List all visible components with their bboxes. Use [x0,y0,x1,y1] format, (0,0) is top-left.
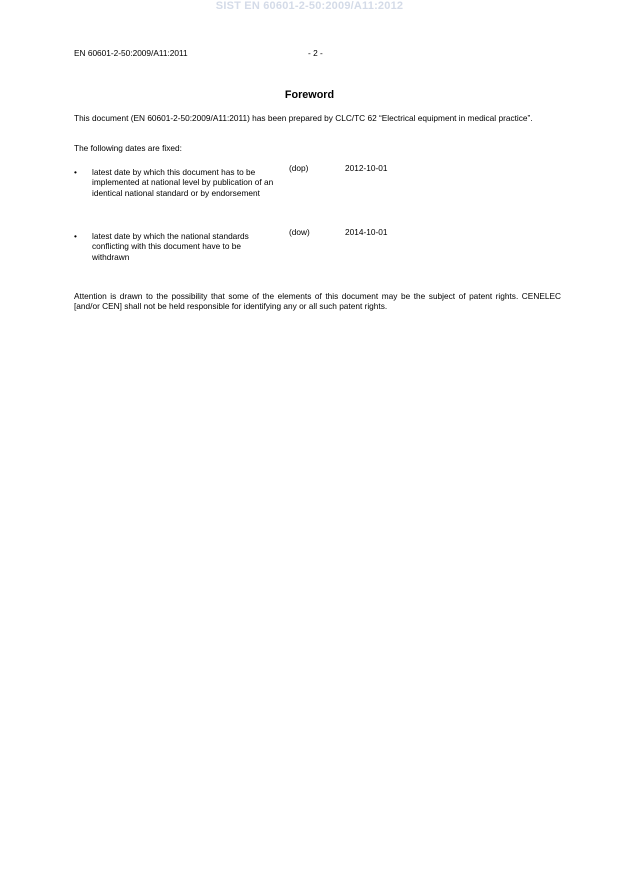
bullet: • [74,167,77,177]
dates-intro-paragraph: The following dates are fixed: [74,143,182,153]
attention-paragraph: Attention is drawn to the possibility that some of the elements of this document may be the subject of patent rights. CENELEC [and/or CEN] shall not be held responsible for identifying any or all such patent rights. [74,291,561,312]
date-value: 2014-10-01 [345,227,388,237]
section-heading: Foreword [284,89,335,101]
watermark: SIST EN 60601-2-50:2009/A11:2012 [215,0,404,12]
date-description: latest date by which this document has to be implemented at national level by publication of an identical national standard or by endorsement [92,167,274,198]
date-value: 2012-10-01 [345,163,388,173]
running-header [74,48,554,60]
bullet: • [74,231,77,241]
page-number: - 2 - [308,48,323,58]
date-abbreviation: (dow) [289,227,310,237]
date-abbreviation: (dop) [289,163,309,173]
document-id: EN 60601-2-50:2009/A11:2011 [74,48,188,58]
intro-paragraph: This document (EN 60601-2-50:2009/A11:2011) has been prepared by CLC/TC 62 “Electrical equipment in medical practice”. [74,113,533,123]
date-description: latest date by which the national standards conflicting with this document have to be withdrawn [92,231,249,262]
